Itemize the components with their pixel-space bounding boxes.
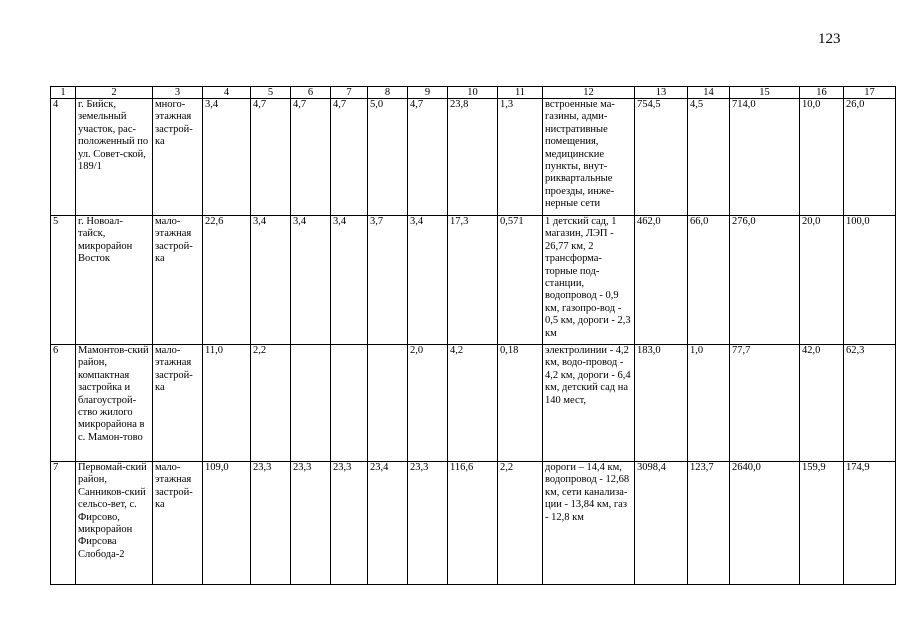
page-number: 123 [818,31,841,47]
table-cell: 23,4 [368,462,408,585]
table-cell: 4,5 [688,99,730,216]
table-cell: 1,3 [498,99,543,216]
column-header: 10 [448,87,498,99]
table-cell: 6 [51,345,76,462]
table-cell: 62,3 [844,345,896,462]
table-cell: 714,0 [730,99,800,216]
table-row [51,216,896,345]
table-cell: 4,7 [251,99,291,216]
column-header: 9 [408,87,448,99]
table-cell: 4,2 [448,345,498,462]
table-cell: мало-этажная застрой-ка [153,462,203,585]
table-cell: 183,0 [635,345,688,462]
table-cell: 754,5 [635,99,688,216]
table-cell [331,345,368,462]
table-row [51,462,896,585]
table-cell: 20,0 [800,216,844,345]
table-cell: 4,7 [331,99,368,216]
table-cell: 3098,4 [635,462,688,585]
column-header: 7 [331,87,368,99]
table-cell: 17,3 [448,216,498,345]
table-cell: 0,18 [498,345,543,462]
table-cell: 23,3 [408,462,448,585]
table-cell: 23,3 [251,462,291,585]
table-cell: 0,571 [498,216,543,345]
table-cell: много-этажная застрой-ка [153,99,203,216]
table-cell: 462,0 [635,216,688,345]
column-header: 8 [368,87,408,99]
table-cell [368,345,408,462]
table-cell: 2,2 [251,345,291,462]
table-cell: г. Бийск, земельный участок, рас-положенный по ул. Совет-ской, 189/1 [76,99,153,216]
table-cell: 22,6 [203,216,251,345]
table-cell: 23,3 [291,462,331,585]
column-header: 4 [203,87,251,99]
table-cell: 174,9 [844,462,896,585]
column-header: 3 [153,87,203,99]
table-cell: 2640,0 [730,462,800,585]
table-cell: 3,7 [368,216,408,345]
table-cell: 100,0 [844,216,896,345]
table-cell: 11,0 [203,345,251,462]
column-header: 5 [251,87,291,99]
table-cell: 5,0 [368,99,408,216]
table-cell: Первомай-ский район, Санников-ский сельсо-вет, с. Фирсово, микрорайон Фирсова Слобода-2 [76,462,153,585]
table-cell: 276,0 [730,216,800,345]
table-cell: встроенные ма-газины, адми-нистративные помещения, медицинские пункты, внут-риквартальные проезды, инже-нерные сети [543,99,635,216]
table-cell: дороги – 14,4 км, водопровод - 12,68 км, сети канализа-ции - 13,84 км, газ - 12,8 км [543,462,635,585]
table-cell: 2,2 [498,462,543,585]
table-cell: 123,7 [688,462,730,585]
table-cell: 2,0 [408,345,448,462]
column-header: 6 [291,87,331,99]
table-body [51,87,896,585]
column-header: 12 [543,87,635,99]
table-cell: мало-этажная застрой-ка [153,216,203,345]
column-header: 16 [800,87,844,99]
column-header: 17 [844,87,896,99]
table-cell: г. Новоал-тайск, микрорайон Восток [76,216,153,345]
table-cell: 26,0 [844,99,896,216]
table-cell: 4,7 [408,99,448,216]
data-table [50,86,896,585]
table-cell [291,345,331,462]
table-cell: 3,4 [203,99,251,216]
table-cell: 23,3 [331,462,368,585]
table-cell: электролинии - 4,2 км, водо-провод - 4,2 км, дороги - 6,4 км, детский сад на 140 мест, [543,345,635,462]
table-cell: 42,0 [800,345,844,462]
table-cell: 3,4 [331,216,368,345]
table-cell: 1 детский сад, 1 магазин, ЛЭП - 26,77 км, 2 трансформа-торные под-станции, водопровод - 0,9 км, газопро-вод - 0,5 км, дороги - 2,3 км [543,216,635,345]
table-cell: 1,0 [688,345,730,462]
table-cell: 159,9 [800,462,844,585]
column-header: 2 [76,87,153,99]
column-header: 11 [498,87,543,99]
table-row [51,99,896,216]
table-cell: 3,4 [408,216,448,345]
table-cell: 23,8 [448,99,498,216]
table-cell: 10,0 [800,99,844,216]
table-cell: мало-этажная застрой-ка [153,345,203,462]
table-row [51,345,896,462]
column-header: 1 [51,87,76,99]
table-cell: 77,7 [730,345,800,462]
table-cell: 66,0 [688,216,730,345]
table-cell: 7 [51,462,76,585]
column-header: 13 [635,87,688,99]
column-header: 14 [688,87,730,99]
table-cell: Мамонтов-ский район, компактная застройка и благоустрой-ство жилого микрорайона в с. Мамон-тово [76,345,153,462]
table-cell: 4 [51,99,76,216]
column-header: 15 [730,87,800,99]
table-cell: 3,4 [251,216,291,345]
table-cell: 3,4 [291,216,331,345]
table-cell: 5 [51,216,76,345]
header-row [51,87,896,99]
table-cell: 109,0 [203,462,251,585]
table-cell: 116,6 [448,462,498,585]
table-cell: 4,7 [291,99,331,216]
